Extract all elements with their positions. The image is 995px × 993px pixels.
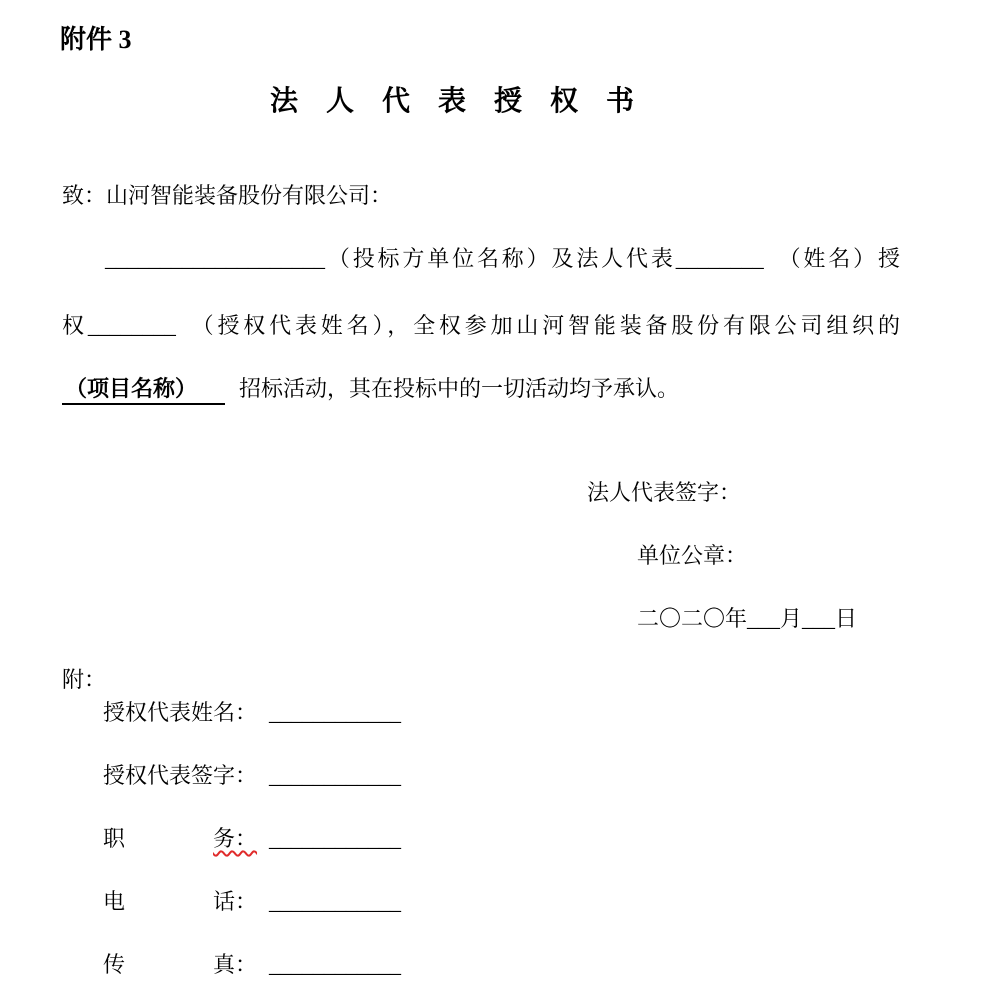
- paragraph-line-2: [62, 311, 900, 341]
- paragraph-text-bidding-activity: 招标活动，其在投标中的一切活动均予承认。: [239, 376, 680, 401]
- paragraph-line-3: [62, 374, 900, 404]
- paragraph-text-bidder-unit: （投标方单位名称）及法人代表: [325, 246, 676, 271]
- appendix-label: 附：: [62, 667, 107, 692]
- project-name-placeholder[interactable]: （项目名称）: [62, 376, 225, 405]
- salutation-line: 致：山河智能装备股份有限公司：: [62, 183, 393, 208]
- row-label: 授权代表姓名：: [103, 700, 258, 725]
- fill-in-blank[interactable]: ____________: [269, 889, 402, 914]
- fill-in-blank[interactable]: ____________: [269, 826, 402, 851]
- spellcheck-flagged-text: 务：: [213, 826, 258, 851]
- row-label: 职: [103, 826, 214, 851]
- appendix-row-fax: [103, 950, 401, 980]
- appendix-row-position: [103, 824, 401, 854]
- legal-rep-name-blank[interactable]: ________: [675, 246, 764, 271]
- row-label: 电 话：: [103, 889, 258, 914]
- fill-in-blank[interactable]: ____________: [269, 952, 402, 977]
- fill-in-blank[interactable]: ____________: [269, 763, 402, 788]
- date-day-blank[interactable]: ___: [802, 606, 836, 631]
- paragraph-text-name: （姓名）授: [775, 246, 900, 271]
- date-year-text: 二〇二〇年: [637, 606, 748, 631]
- paragraph-line-1: [62, 244, 900, 274]
- attachment-label: 附件 3: [60, 25, 132, 54]
- paragraph-text-authorize: 权: [62, 313, 88, 338]
- authorized-rep-name-blank[interactable]: ________: [87, 313, 176, 338]
- row-label: 传 真：: [103, 952, 258, 977]
- date-line: [637, 604, 857, 634]
- date-month-blank[interactable]: ___: [747, 606, 781, 631]
- date-month-label: 月: [780, 606, 803, 631]
- appendix-row-rep-name: [103, 698, 401, 728]
- company-seal-label: 单位公章：: [637, 543, 748, 568]
- legal-rep-signature-label: 法人代表签字：: [587, 480, 742, 505]
- appendix-row-rep-signature: [103, 761, 401, 791]
- bidder-unit-name-blank[interactable]: ____________________: [105, 246, 325, 271]
- document-title: 法 人 代 表 授 权 书: [270, 86, 635, 117]
- row-label: 授权代表签字：: [103, 763, 258, 788]
- fill-in-blank[interactable]: ____________: [269, 700, 402, 725]
- date-day-label: 日: [835, 606, 858, 631]
- appendix-row-phone: [103, 887, 401, 917]
- paragraph-text-participation: （授权代表姓名），全权参加山河智能装备股份有限公司组织的: [187, 313, 900, 338]
